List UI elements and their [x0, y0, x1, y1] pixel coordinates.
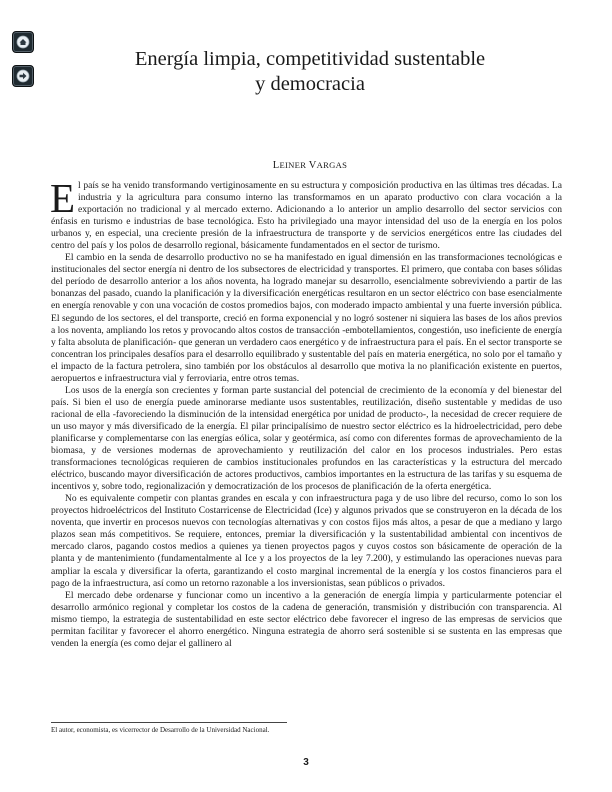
- title-line-2: y democracia: [255, 73, 365, 95]
- paragraph-1-text: l país se ha venido transformando vertiginosamente en su estructura y composición productiva en las últimas tres décadas. La industria y la agricultura para consumo interno las transformamos en un aparato productivo con clara vocación a la exportación no tradicional y al mercado externo. Adicionando a lo anterior un amplio desarrollo del sector servicios con énfasis en turismo e industrias de base tecnológica. Esto ha privilegiado una mayor intensidad del uso de la energía en los polos urbanos y, en especial, una creciente presión de la infraestructura de transporte y de servicios energéticos entre las ciudades del centro del país y los polos de desarrollo regional, básicamente fundamentados en el sector de turismo.: [51, 180, 562, 252]
- paragraph-4: No es equivalente competir con plantas grandes en escala y con infraestructura paga y de uso libre del recurso, como lo son los proyectos hidroeléctricos del Instituto Costarricense de Electricidad (Ice) y algunos privados que se construyeron en la década de los noventa, que invertir en procesos nuevos con tecnologías alternativas y con costos fijos más altos, a pesar de que a mediano y largo plazos sean más competitivos. Se requiere, entonces, premiar la diversificación y la sustentabilidad ambiental con incentivos de mercado claros, pagando costos medios a quienes ya tienen proyectos pagos y cuyos costos son básicamente de operación de la planta y de mantenimiento (fundamentalmente al Ice y a los proyectos de la ley 7.200), y estimulando las operaciones nuevas para ampliar la escala y diversificar la oferta, garantizando el costo marginal incremental de la energía y los costos financieros para el pago de la infraestructura, así como un retorno razonable a los inversionistas, sean públicos o privados.: [51, 493, 562, 589]
- paragraph-5: El mercado debe ordenarse y funcionar como un incentivo a la generación de energía limpia y particularmente potenciar el desarrollo armónico regional y completar los costos de la cadena de generación, transmisión y distribución con transparencia. Al mismo tiempo, la estrategia de sustentabilidad en este sector eléctrico debe favorecer el ingreso de las empresas de servicios que permitan facilitar y favorecer el ahorro energético. Ninguna estrategia de ahorro será sostenible si se sustenta en las empresas que venden la energía (es como dejar el gallinero al: [51, 589, 562, 649]
- author-last-initial: V: [308, 160, 317, 171]
- article-body: [50, 175, 562, 650]
- paragraph-3: Los usos de la energía son crecientes y forman parte sustancial del potencial de crecimiento de la economía y del bienestar del país. Si bien el uso de energía puede aminorarse mediante usos sustentables, reutilización, diseño sustentable y medidas de uso racional de ella -favoreciendo la disminución de la intensidad energética por unidad de producto-, la necesidad de crecer requiere de un uso mayor y más diversificado de la energía. El pilar principalísimo de nuestro sector eléctrico es la hidroelectricidad, pero debe planificarse y complementarse con las energías eólica, solar y geotérmica, así como con diferentes formas de aprovechamiento de la biomasa, y de versiones modernas de aprovechamiento y reutilización del calor en los procesos industriales. Pero estas transformaciones tecnológicas requieren de cambios institucionales profundos en las características y la estructura del mercado eléctrico, buscando mayor diversificación de actores productivos, cambios importantes en la estructura de las tarifas y su esquema de incentivos y, sobre todo, regionalización y democratización de los procesos de planificación de la oferta energética.: [51, 384, 562, 493]
- author-last-rest: ARGAS: [316, 160, 348, 170]
- author-name: [60, 160, 560, 171]
- home-icon: [16, 35, 30, 49]
- drop-cap: E: [50, 175, 76, 221]
- home-button[interactable]: [12, 31, 34, 53]
- page-number: 3: [303, 757, 309, 768]
- paragraph-2: El cambio en la senda de desarrollo productivo no se ha manifestado en igual dimensión en las transformaciones tecnológicas e institucionales del sector energía ni dentro de los subsectores de electricidad y transportes. El primero, que contaba con bases sólidas del período de desarrollo anterior a los años noventa, ha logrado manejar su desarrollo, esencialmente sobreviviendo a partir de las bonanzas del pasado, cuando la planificación y la diversificación energéticas resultaron en un sector eléctrico con base esencialmente en energía renovable y con una vocación de costos promedios bajos, con moderado impacto ambiental y una fuerte inversión pública. El segundo de los sectores, el del transporte, creció en forma exponencial y no logró sostener ni siquiera las bases de los años previos a los noventa, ampliando los retos y provocando altos costos de transacción -embotellamientos, congestión, uso ineficiente de energía y falta absoluta de planificación- que generan un verdadero caos energético y de infraestructura para el país. En el sector transporte se concentran los principales desafíos para el desarrollo equilibrado y sustentable del país en materia energética, no solo por el tamaño y el impacto de la factura petrolera, sino también por los obstáculos al desarrollo que motiva la no planificación existente en puertos, aeropuertos e infraestructura vial y ferroviaria, entre otros temas.: [51, 252, 562, 384]
- title-line-1: Energía limpia, competitividad sustentable: [134, 48, 486, 70]
- arrow-right-icon: [16, 69, 30, 83]
- footnote: El autor, economista, es vicerrector de Desarrollo de la Universidad Nacional.: [51, 726, 270, 734]
- footnote-rule: [51, 722, 287, 723]
- author-first-initial: L: [272, 160, 280, 171]
- article-title: [60, 47, 560, 97]
- author-first-rest: EINER: [279, 160, 307, 170]
- next-page-button[interactable]: [12, 65, 34, 87]
- paragraph-1: [50, 175, 562, 252]
